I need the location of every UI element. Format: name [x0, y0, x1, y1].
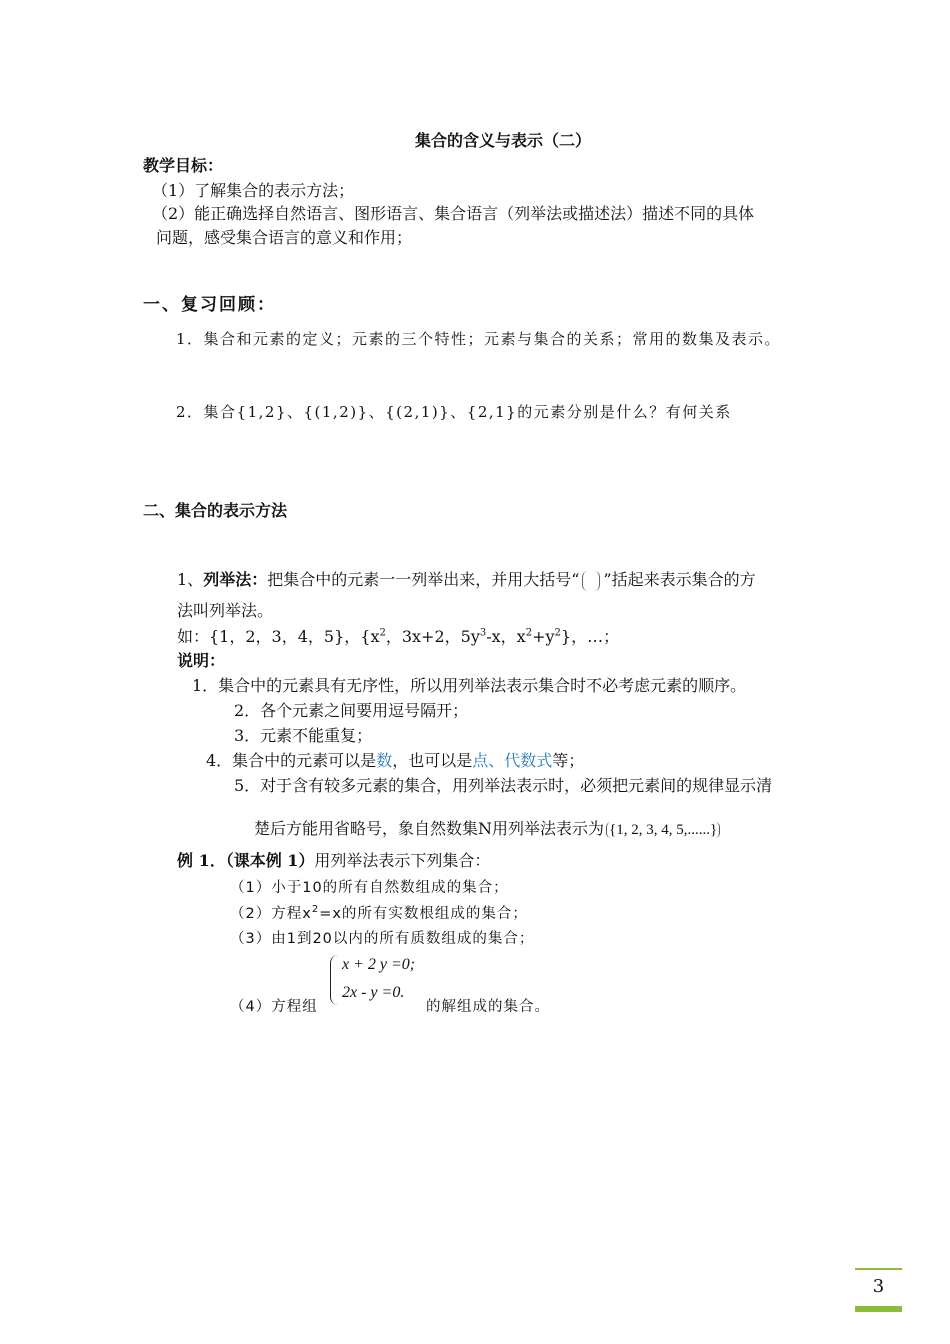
example1-part2: [230, 902, 528, 923]
example1-part3: （3）由1到20以内的所有质数组成的集合；: [230, 931, 535, 947]
example-part: +y: [532, 627, 555, 646]
enumeration-definition: [177, 569, 756, 591]
example1-label: 例 1．（课本例 1）: [177, 851, 315, 870]
example-part: ，3x+2，5y: [385, 627, 480, 646]
page-number: 3: [855, 1268, 902, 1312]
example1-part2-text: （2）方程x: [230, 906, 312, 922]
enumeration-example: [177, 626, 619, 648]
exponent: 2: [311, 904, 320, 916]
objectives-heading: 教学目标：: [143, 156, 224, 175]
method-label: 列举法：: [203, 570, 268, 589]
example-part: }，…；: [560, 627, 620, 646]
note-1: 1．集合中的元素具有无序性，所以用列举法表示集合时不必考虑元素的顺序。: [192, 676, 747, 695]
exponent: 2: [554, 627, 561, 639]
page-title: 集合的含义与表示（二）: [415, 131, 592, 150]
example1-header: [177, 850, 490, 872]
note-4-highlight-point: 点、代数式: [472, 751, 553, 770]
exponent: 3: [479, 627, 487, 639]
note-4-text: 4．集合中的元素可以是: [206, 751, 377, 770]
note-4: [206, 750, 584, 772]
example1-part2-text: =x的所有实数根组成的集合；: [319, 906, 528, 922]
example1-part4-b: 的解组成的集合。: [426, 999, 550, 1015]
note-5-line2: [254, 818, 720, 841]
objective-2-line1: （2）能正确选择自然语言、图形语言、集合语言（列举法或描述法）描述不同的具体: [152, 204, 755, 223]
note-5-text: 楚后方能用省略号，象自然数集N用列举法表示为: [254, 819, 605, 838]
example-part: 如：{1，2，3，4，5}，{x: [177, 627, 380, 646]
note-4-text: ，也可以是: [392, 751, 473, 770]
exponent: 2: [525, 627, 533, 639]
example-part: -x，x: [486, 627, 526, 646]
review-question-1: 1．集合和元素的定义；元素的三个特性；元素与集合的关系；常用的数集及表示。: [176, 330, 782, 348]
objective-2-line2: 问题，感受集合语言的意义和作用；: [156, 228, 413, 247]
note-5-line1: 5．对于含有较多元素的集合，用列举法表示时，必须把元素间的规律显示清: [234, 776, 773, 795]
equation-2: 2x - y =0.: [342, 984, 405, 1001]
method-text-a: 把集合中的元素一一列举出来，并用大括号“: [267, 570, 580, 589]
natural-number-set: {1, 2, 3, 4, 5,......}: [606, 822, 720, 838]
note-2: 2．各个元素之间要用逗号隔开；: [234, 701, 469, 720]
exponent: 2: [379, 627, 386, 639]
note-4-text: 等；: [552, 751, 585, 770]
notes-heading: 说明：: [177, 651, 226, 670]
review-question-2: 2．集合{1,2}、{(1,2)}、{(2,1)}、{2,1}的元素分别是什么？有何关系: [176, 403, 732, 421]
equation-system-brace: [330, 955, 339, 1005]
section1-heading: 一、复习回顾：: [143, 295, 276, 315]
example1-part1: （1）小于10的所有自然数组成的集合；: [230, 880, 509, 896]
section2-heading: 二、集合的表示方法: [143, 501, 288, 520]
example1-text: 用列举法表示下列集合：: [314, 851, 491, 870]
example1-part4-a: （4）方程组: [230, 999, 318, 1015]
method-text-b: ”括起来表示集合的方: [603, 570, 756, 589]
note-4-highlight-number: 数: [376, 751, 393, 770]
note-3: 3．元素不能重复；: [234, 726, 373, 745]
enumeration-definition-line2: 法叫列举法。: [177, 601, 274, 620]
brace-symbol: [582, 571, 600, 591]
method-prefix: 1、: [177, 570, 204, 589]
objective-1: （1）了解集合的表示方法；: [152, 181, 355, 200]
equation-1: x + 2 y =0;: [342, 956, 416, 973]
